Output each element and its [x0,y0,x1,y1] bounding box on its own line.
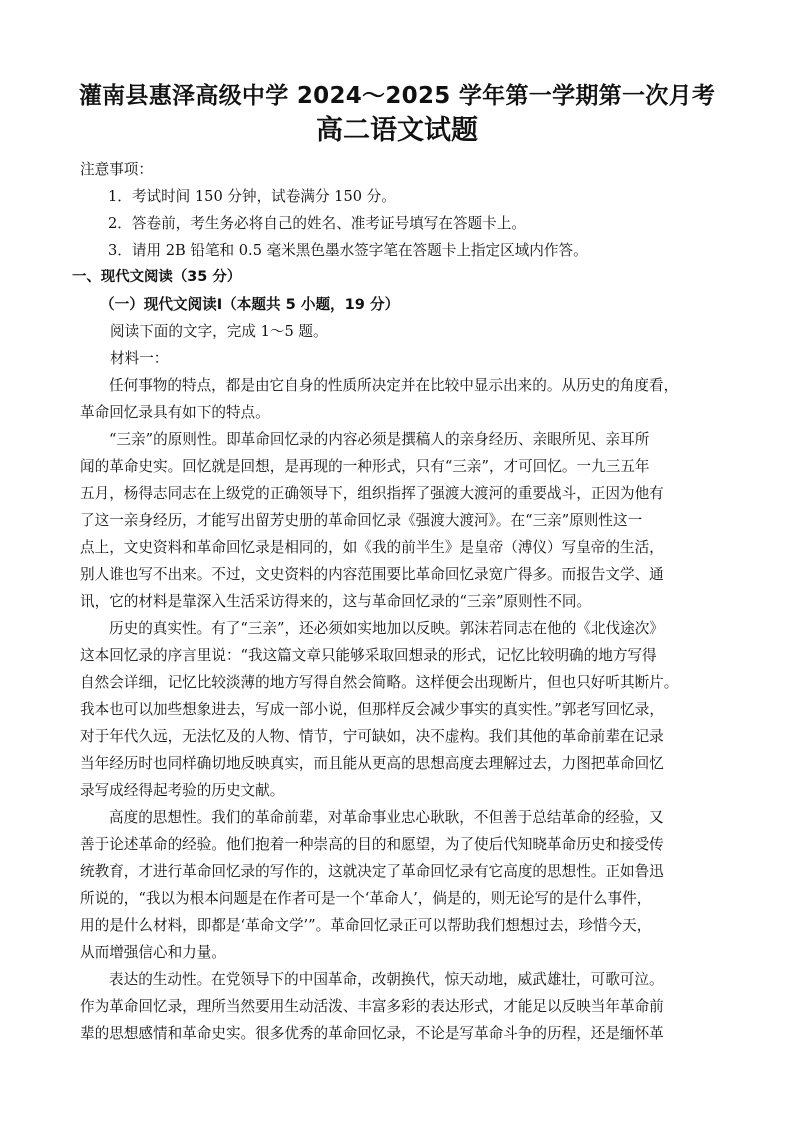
material-label: 材料一： [110,350,169,367]
paragraph-line: 用的是什么材料，即都是‘革命文学’”。革命回忆录正可以帮助我们想想过去，珍惜今天， [80,917,652,934]
paragraph-line: 统教育，才进行革命回忆录的写作的，这就决定了革命回忆录有它高度的思想性。正如鲁迅 [80,863,664,880]
notice-item: 1．考试时间 150 分钟，试卷满分 150 分。 [108,188,396,205]
paragraph-line: 善于论述革命的经验。他们抱着一种崇高的目的和愿望，为了使后代知晓革命历史和接受传 [80,836,664,853]
notice-item: 2．答卷前，考生务必将自己的姓名、准考证号填写在答题卡上。 [108,215,526,232]
reading-instruction: 阅读下面的文字，完成 1～5 题。 [110,323,328,340]
paragraph-line: 所说的，“我以为根本问题是在作者可是一个‘革命人’，倘是的，则无论写的是什么事件， [80,890,652,907]
document-body [72,156,720,1047]
paragraph [80,966,720,1047]
notice-item: 3．请用 2B 铅笔和 0.5 毫米黑色墨水签字笔在答题卡上指定区域内作答。 [108,242,588,259]
paragraph-line: 别人谁也写不出来。不过，文史资料的内容范围要比革命回忆录宽广得多。而报告文学、通 [80,566,664,583]
paragraph-line: 从而增强信心和力量。 [80,944,226,961]
paragraph [80,372,720,426]
section-heading: 一、现代文阅读（35 分） [72,269,242,285]
exam-subtitle: 高二语文试题 [316,115,478,146]
paragraph-line: 作为革命回忆录，理所当然要用生动活泼、丰富多彩的表达形式，才能足以反映当年革命前 [80,998,664,1015]
paragraph-line: 任何事物的特点，都是由它自身的性质所决定并在比较中显示出来的。从历史的角度看， [109,377,679,394]
paragraph [80,426,720,615]
paragraph-line: 五月，杨得志同志在上级党的正确领导下，组织指挥了强渡大渡河的重要战斗，正因为他有 [80,485,664,502]
paragraph-line: 了这一亲身经历，才能写出留芳史册的革命回忆录《强渡大渡河》。在“三亲”原则性这一 [80,512,643,529]
subsection-heading: （一）现代文阅读Ⅰ（本题共 5 小题，19 分） [100,296,400,313]
notice-heading: 注意事项： [80,161,153,178]
paragraph [80,804,720,966]
paragraph-line: 点上，文史资料和革命回忆录是相同的，如《我的前半生》是皇帝（溥仪）写皇帝的生活， [80,539,664,556]
paragraph-line: 当年经历时也同样确切地反映真实，而且能从更高的思想高度去理解过去，力图把革命回忆 [80,755,664,772]
paragraph-line: 讯，它的材料是靠深入生活采访得来的，这与革命回忆录的“三亲”原则性不同。 [80,593,592,610]
paragraph-line: 历史的真实性。有了“三亲”，还必须如实地加以反映。郭沫若同志在他的《北伐途次》 [109,620,664,637]
paragraph-line: 辈的思想感情和革命史实。很多优秀的革命回忆录，不论是写革命斗争的历程，还是缅怀革 [80,1025,664,1042]
paragraph-line: 表达的生动性。在党领导下的中国革命，改朝换代，惊天动地，威武雄壮，可歌可泣。 [109,971,664,988]
paragraph-line: 录写成经得起考验的历史文献。 [80,782,285,799]
paragraph-line: 我本也可以加些想象进去，写成一部小说，但那样反会减少事实的真实性。”郭老写回忆录， [80,701,664,718]
paragraph-line: 革命回忆录具有如下的特点。 [80,404,270,421]
paragraph-line: 对于年代久远，无法忆及的人物、情节，宁可缺如，决不虚构。我们其他的革命前辈在记录 [80,728,664,745]
paragraph-line: 高度的思想性。我们的革命前辈，对革命事业忠心耿耿，不但善于总结革命的经验，又 [109,809,664,826]
paragraph-line: 闻的革命史实。回忆就是回想，是再现的一种形式，只有“三亲”，才可回忆。一九三五年 [80,458,650,475]
paragraph-line: “三亲”的原则性。即革命回忆录的内容必须是撰稿人的亲身经历、亲眼所见、亲耳所 [109,431,650,448]
paragraph-line: 这本回忆录的序言里说：“我这篇文章只能够采取回想录的形式，记忆比较明确的地方写得 [80,647,657,664]
paragraph [80,615,720,804]
paragraph-line: 自然会详细，记忆比较淡薄的地方写得自然会简略。这样便会出现断片，但也只好听其断片。 [80,674,679,691]
exam-title: 灌南县惠泽高级中学 2024～2025 学年第一学期第一次月考 [78,83,716,109]
